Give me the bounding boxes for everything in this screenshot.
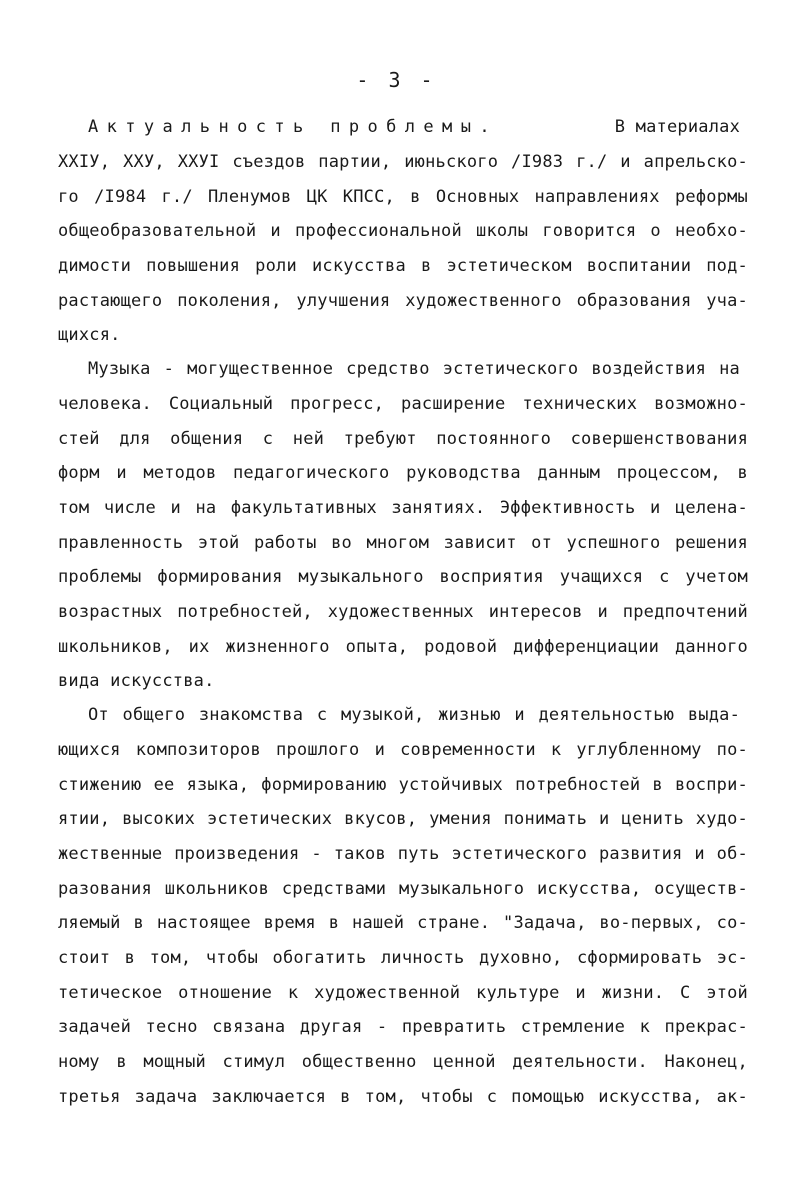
- text-line-7: щихся.: [58, 325, 121, 345]
- text-line-27: задачей тесно связана другая - превратить стремление к прекрас-: [58, 1017, 748, 1037]
- text-line-2: XXIУ, ХХУ, XXУI съездов партии, июньского /I983 г./ и апрельско-: [58, 152, 748, 172]
- text-line-14: проблемы формирования музыкального восприятия учащихся с учетом: [58, 567, 748, 587]
- text-line-10: стей для общения с ней требуют постоянного совершенствования: [58, 429, 748, 449]
- text-line-24: ляемый в настоящее время в нашей стране. "Задача, во-первых, со-: [58, 913, 748, 933]
- text-line-16: школьников, их жизненного опыта, родовой дифференциации данного: [58, 637, 748, 657]
- text-line-19: ющихся композиторов прошлого и современности к углубленному по-: [58, 740, 748, 760]
- text-line-29: третья задача заключается в том, чтобы с помощью искусства, ак-: [58, 1087, 748, 1107]
- text-line-11: форм и методов педагогического руководства данным процессом, в: [58, 463, 748, 483]
- text-line-26: тетическое отношение к художественной культуре и жизни. С этой: [58, 983, 748, 1003]
- text-line-20: стижению ее языка, формированию устойчивых потребностей в воспри-: [58, 775, 748, 795]
- heading-spaced-word: Актуальность проблемы.: [88, 117, 498, 137]
- text-fragment: В материалах: [614, 117, 740, 137]
- text-line-12: том числе и на факультативных занятиях. Эффективность и целена-: [58, 498, 748, 518]
- page-number: - 3 -: [356, 68, 437, 92]
- text-line-18: От общего знакомства с музыкой, жизнью и деятельностью выда-: [88, 705, 740, 725]
- text-line-15: возрастных потребностей, художественных интересов и предпочтений: [58, 602, 748, 622]
- text-line-28: ному в мощный стимул общественно ценной деятельности. Наконец,: [58, 1052, 748, 1072]
- text-line-9: человека. Социальный прогресс, расширение технических возможно-: [58, 394, 748, 414]
- text-line-17: вида искусства.: [58, 671, 215, 691]
- text-line-22: жественные произведения - таков путь эстетического развития и об-: [58, 844, 748, 864]
- text-line-4: общеобразовательной и профессиональной школы говорится о необхо-: [58, 221, 748, 241]
- text-line-13: правленность этой работы во многом зависит от успешного решения: [58, 533, 748, 553]
- text-line-25: стоит в том, чтобы обогатить личность духовно, сформировать эс-: [58, 948, 748, 968]
- text-line-1: [88, 110, 740, 144]
- text-line-8: Музыка - могущественное средство эстетического воздействия на: [88, 359, 740, 379]
- text-line-21: ятии, высоких эстетических вкусов, умения понимать и ценить худо-: [58, 809, 748, 829]
- text-line-6: растающего поколения, улучшения художественного образования уча-: [58, 291, 748, 311]
- text-line-3: го /I984 г./ Пленумов ЦК КПСС, в Основных направлениях реформы: [58, 187, 748, 207]
- text-line-23: разования школьников средствами музыкального искусства, осуществ-: [58, 879, 748, 899]
- text-line-5: димости повышения роли искусства в эстетическом воспитании под-: [58, 256, 748, 276]
